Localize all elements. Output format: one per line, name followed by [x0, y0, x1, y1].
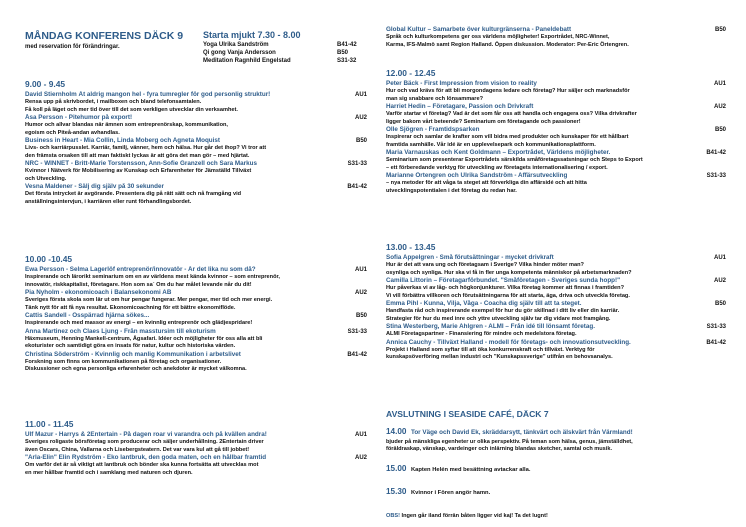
item-title: Harriet Hedin – Företagare, Passion och Drivkraft [386, 103, 534, 111]
session-time: 13.00 - 13.45 [386, 242, 436, 252]
session-time: 10.00 -10.45 [25, 254, 73, 264]
item-title: Peter Bäck - First Impression from vision to reality [386, 80, 537, 87]
item-room: S31-33 [706, 173, 726, 180]
session-item [25, 312, 367, 328]
item-title: Anna Martinez och Claes Ljung - Från masstursim till ekoturism [25, 327, 216, 335]
session-item [386, 172, 726, 195]
item-title: Annica Cauchy - Tillväxt Halland - modell för företags- och innovationsutveckling. [386, 338, 631, 346]
session-item [386, 80, 726, 103]
session-item [25, 266, 367, 289]
item-room: B50 [714, 301, 726, 308]
item-desc: Språk och kulturkompetens ger oss världens möjligheter! Exportrådet, NRC-Winnet, Karma, IFS-Malmö samt Region Halland. Öppen diskussion. Moderator: Per-Eric Örtengren. [386, 34, 629, 48]
item-title: Global Kultur – Samarbete över kulturgränserna - Paneldebatt [386, 26, 572, 33]
item-room: AU2 [713, 278, 726, 285]
page-subtitle: med reservation för förändringar. [25, 44, 120, 50]
item-desc: Handfasta råd och inspirerande exempel för hur du gör skillnad i ditt liv eller din karriär. Strategier för hur du med inre och yttre utveckling själv tar dig vidare mot framgång. [386, 308, 620, 322]
page-title: MÅNDAG KONFERENS DÄCK 9 [25, 30, 184, 42]
item-room: B50 [714, 127, 726, 134]
session-item [25, 160, 367, 183]
item-title: Emma Pihl - Kunna, Vilja, Våga - Coacha dig själv till att ta steget. [386, 300, 582, 308]
session-item [386, 26, 726, 49]
item-desc: Inspirerande och lärorikt seminarium om en av världens mest kända kvinnor – som entreprenör, innovatör, riskkapitalist, företagare. Hon som sa´ Om du har målet levande når du dit! [25, 274, 280, 288]
obs-text: Ingen går iland förrän båten ligger vid kaj! Ta det lugnt! [401, 512, 548, 519]
closing-block [386, 409, 726, 519]
item-room: B41-42 [347, 184, 367, 191]
item-desc: Kvinnor i Nätverk för Mobilisering av Kunskap och Erfarenheter för Jämställd Tillväxt och Utveckling. [25, 168, 252, 182]
item-title: Ewa Persson - Selma Lagerlöf entreprenör/innovatör - Är det lika nu som då? [25, 266, 256, 273]
item-room: AU1 [354, 92, 367, 98]
session-item [25, 91, 367, 114]
start-label: Qi gong Vanja Andersson [203, 50, 276, 57]
closing-inline: Kvinnor i Fören angör hamn. [410, 489, 491, 496]
start-row [203, 42, 367, 50]
session-block [386, 242, 726, 362]
item-desc: ALMI Företagspartner - Finansiering för mindre och medelstora företag. [386, 331, 577, 338]
session-item [386, 323, 726, 339]
item-title: Vesna Maldener - Sälj dig själv på 30 sekunder [25, 183, 164, 191]
item-title: Ulf Mazur - Harrys & 2Entertain - På dagen roar vi varandra och på kvällen andra! [25, 431, 267, 438]
item-room: AU2 [354, 455, 367, 462]
item-desc: Inspirerande och med massor av energi – en kvinnlig entreprenör och glädjespridare! [25, 320, 253, 327]
closing-time: 15.00 [386, 463, 407, 473]
closing-title: AVSLUTNING I SEASIDE CAFÉ, DÄCK 7 [386, 409, 549, 419]
item-desc: Hur är det att vara ung och företagsam i Sverige? Vilka hinder möter man? osynliga och synliga. Hur ska vi få in fler unga kompetenta människor på arbetsmarknaden? [386, 262, 632, 276]
item-room: AU1 [354, 432, 367, 438]
session-item [386, 149, 726, 172]
item-title: Stina Westerberg, Marie Ahlgren - ALMI – Från idé till lönsamt företag. [386, 323, 595, 331]
item-room: B50 [355, 313, 367, 320]
item-title: Marianne Örtengren och Ulrika Sandström - Affärsutveckling [386, 172, 568, 180]
session-item [386, 339, 726, 362]
item-room: B41-42 [706, 150, 726, 157]
session-item [25, 137, 367, 160]
session-item [25, 328, 367, 351]
session-time: 9.00 - 9.45 [25, 79, 66, 89]
closing-item [386, 458, 726, 476]
item-room: B41-42 [347, 351, 367, 358]
item-desc: Häxmuseum, Henning Mankell-centrum, Ägsafari. Idéer och möjligheter för oss alla att bli ekoturister och samtidigt göra en insats för natur, kultur och historiska värden. [25, 335, 263, 350]
item-desc: Sveriges roligaste börsföretag som producerar och säljer underhållning. 2Entertain driver även Oscars, China, Vallarna och Lisebergsteatern. Det var vara kul att gå till jobbet! [25, 439, 264, 453]
session-item [386, 103, 726, 126]
item-title: Christina Söderström - Kvinnlig och manlig Kommunikation i arbetslivet [25, 350, 241, 358]
item-desc: Varför startar vi företag? Vad är det som får oss att handla och engagera oss? Vilka drivkrafter ligger bakom vårt beteende? Seminarium om företagande och passioner! [386, 111, 637, 125]
item-room: B50 [355, 138, 367, 145]
item-desc: Hur och vad krävs för att bli morgondagens ledare och företag? Hur säljer och marknadsför man sig snabbare och lönsammare? [386, 88, 630, 102]
item-room: AU1 [354, 267, 367, 273]
closing-item [386, 421, 726, 454]
item-title: Pia Nyholm - ekonomicoach i Balansekonomi AB [25, 289, 172, 297]
session-item [386, 254, 726, 277]
session-time: 11.00 - 11.45 [25, 419, 74, 429]
item-title: Olle Sjögren - Framtidspsarken [386, 126, 480, 134]
item-room: B41-42 [706, 339, 726, 346]
item-desc: Om varför det är så viktigt att lantbruk och bönder ska kunna fortsätta att utvecklas mot en mer hållbar framtid och i samklang med naturen och djuren. [25, 462, 259, 476]
item-room: S31-33 [347, 161, 367, 168]
session-block [25, 79, 367, 206]
item-title: Camilla Littorin – Företagarförbundet. "Småföretagen - Sveriges sunda hopp!" [386, 277, 621, 285]
item-desc: Rensa upp på skrivbordet, i mailboxen och bland telefonsamtalen. Få koll på läget och mer tid över till det som verkligen utvecklar din verksamhet. [25, 99, 238, 113]
item-desc: Projekt i Halland som syftar till att öka konkurrenskraft och tillväxt. Verktyg för kunskapsöverföring mellan industri och "Kunskapssverige" utifrån en behovsanalys. [386, 346, 613, 361]
session-item [386, 277, 726, 300]
session-item [25, 289, 367, 312]
item-desc: Livs- och karriärpusslet. Karriär, familj, vänner, hem och hälsa. Hur går det ihop? Vi tror att den främsta orsaken till att man faktiskt lyckas är att göra det man gör – med hjärtat. [25, 145, 267, 159]
item-room: AU2 [354, 115, 367, 122]
session-item [25, 351, 367, 374]
start-title: Starta mjukt 7.30 - 8.00 [203, 30, 301, 40]
start-label: Yoga Ulrika Sandström [203, 42, 269, 48]
closing-time: 14.00 [386, 427, 407, 436]
item-desc: Det första intrycket är avgörande. Presentera dig på rätt sätt och nå framgång vid anställningsintervjun, i karriären eller runt förhandlingsbordet. [25, 191, 242, 205]
session-block [25, 419, 367, 477]
start-label: Meditation Ragnhild Engelstad [203, 58, 291, 65]
start-room: S31-32 [337, 58, 357, 65]
start-row [203, 50, 367, 58]
session-time: 12.00 - 12.45 [386, 68, 436, 78]
session-block [386, 68, 726, 195]
item-title: David Stiernholm Ät aldrig mangon hel - fyra tumregler för god personlig struktur! [25, 91, 271, 98]
session-item [386, 126, 726, 149]
item-desc: Inspirerar och samlar de krafter som vill bidra med produkter och kunskaper för ett hållbart framtida samhälle. Vår idé är en upplevelsepark och kommunikationsplattform. [386, 134, 629, 148]
item-room: B50 [714, 27, 726, 33]
item-room: AU2 [354, 290, 367, 297]
closing-desc: bjuder på mänskliga egenheter ur olika perspektiv. På teman som hälsa, genus, jämställdhet, föräldraskap, vänskap, vardeinger och inlärning blandas sketcher, samtal och musik. [386, 439, 633, 453]
session-item [25, 431, 367, 454]
item-title: Business in Heart - Mia Collin, Linda Moberg och Agneta Moquist [25, 137, 220, 145]
obs-label: OBS! [386, 512, 400, 519]
closing-time: 15.30 [386, 486, 407, 496]
item-desc: Humor och allvar blandas när ämnen som entreprenörskap, kommunikation, egoism och Piteå-andan avhandlas. [25, 122, 228, 136]
session-item [386, 300, 726, 323]
item-desc: Hur påverkas vi av låg- och högkonjunkturer. Vilka företag kommer att finnas i framtiden? Vi vill förbättra villkoren och förutsättningarna för att starta, äga, driva och utveckla företag. [386, 285, 630, 299]
intro-block [386, 26, 726, 49]
session-item [25, 183, 367, 206]
closing-inline: Kapten Helén med besättning avtackar alla. [410, 466, 531, 473]
session-block [25, 254, 367, 374]
session-item [25, 114, 367, 137]
item-title: Maria Varnauskas och Kent Goldmann – Exportrådet, Världens möjligheter. [386, 149, 611, 157]
start-block [203, 30, 367, 67]
item-room: AU1 [713, 81, 726, 87]
item-desc: Seminarium som presenterar Exportrådets särskilda småföretagssatsningar och Steps to Export – ett förberedande verktyg för utveckling av företagets internationalisering / export. [386, 157, 643, 171]
item-title: "Arla-Elin" Elin Rydström - Eko lantbruk, den goda maten, och en hållbar framtid [25, 454, 267, 462]
item-desc: Sveriges första skola som lär ut om hur pengar fungerar. Mer pengar, mer tid och mer energi. Tänk nytt för att få nya resultat. Ekonomicoachning för ett bättre ekonomiflöde. [25, 297, 273, 311]
item-title: Åsa Persson - Pitehumor på export! [25, 114, 133, 122]
start-row [203, 58, 367, 66]
obs-note [386, 513, 726, 519]
start-room: B41-42 [337, 42, 357, 48]
item-desc: Forskning som finns om kommunikationen på företag och organisationer. Diskussioner och egna personliga erfarenheter och anekdoter är mycket välkomna. [25, 358, 247, 373]
item-desc: – nya metoder för att våga ta steget att förverkliga din affärsidé och att hitta utvecklingspotentialen i det företag du redan har. [386, 180, 587, 194]
closing-item [386, 481, 726, 499]
item-room: S31-33 [706, 324, 726, 331]
start-room: B50 [337, 50, 349, 57]
item-room: AU2 [713, 104, 726, 111]
item-title: NRC - WINNET - Britt-Marie Torstensson, Ann-Sofie Granzell och Sara Markus [25, 160, 257, 168]
closing-first: Tor Väge och David Ek, skräddarsytt, tänkvärt och älskvärt från Värmland! [410, 429, 633, 436]
item-room: S31-33 [347, 328, 367, 335]
item-title: Cattis Sandell - Osspärrad hjärna sökes... [25, 312, 150, 320]
session-item [25, 454, 367, 477]
item-title: Sofia Appelgren - Små förutsättningar - mycket drivkraft [386, 254, 554, 261]
item-room: AU1 [713, 255, 726, 261]
